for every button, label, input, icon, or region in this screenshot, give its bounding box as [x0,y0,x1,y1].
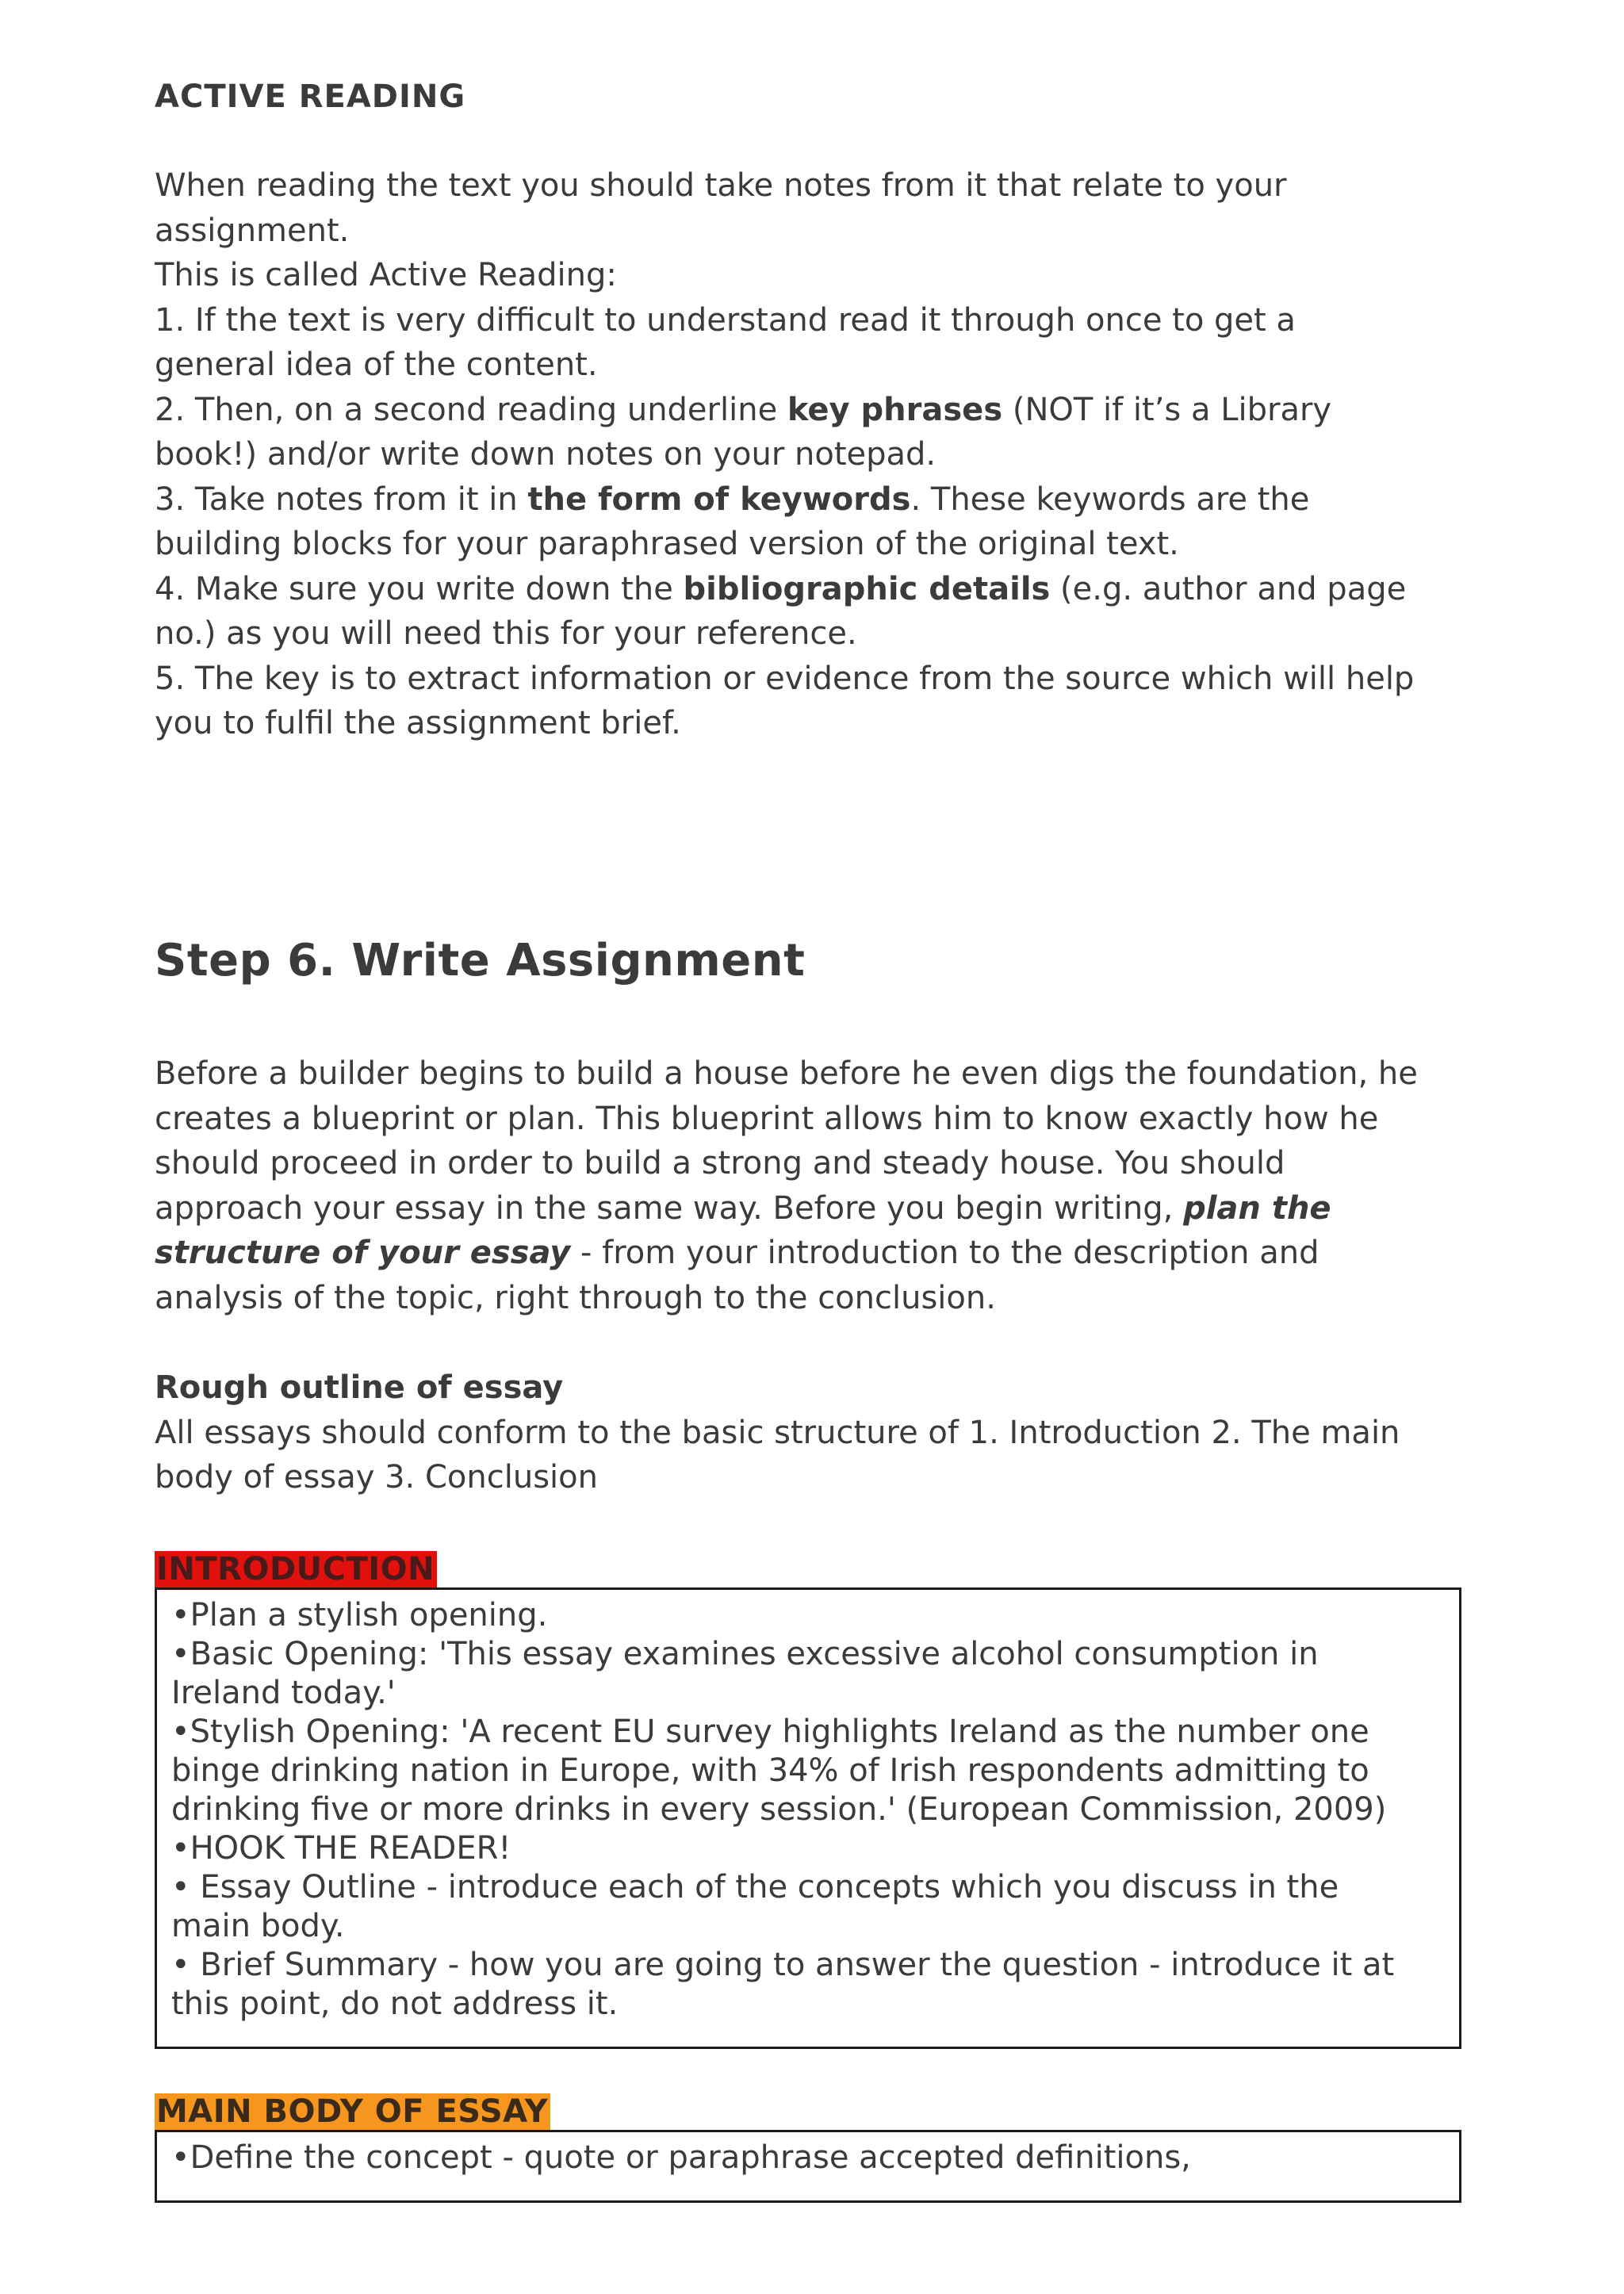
item2-text-after: (NOT if it’s a Library [1002,391,1332,428]
list-item-5-cont: you to fulfil the assignment brief. [155,705,681,741]
list-item: binge drinking nation in Europe, with 34% of Irish respondents admitting to [171,1752,1369,1789]
list-item-4-cont: no.) as you will need this for your reference. [155,615,857,652]
list-item-2-cont: book!) and/or write down notes on your notepad. [155,436,936,473]
list-item-4 [155,567,1463,612]
paragraph-line: Before a builder begins to build a house before he even digs the foundation, he [155,1055,1418,1092]
paragraph-line: should proceed in order to build a strong and steady house. You should [155,1145,1285,1181]
item2-text: 2. Then, on a second reading underline [155,391,787,428]
list-item: •Plan a stylish opening. [171,1597,548,1633]
list-item-5: 5. The key is to extract information or evidence from the source which will help [155,660,1415,697]
list-item: •HOOK THE READER! [171,1830,511,1867]
list-item: • Brief Summary - how you are going to answer the question - introduce it at [171,1947,1395,1983]
builder-paragraph [155,1051,1463,1320]
list-item: main body. [171,1908,345,1944]
active-reading-heading: ACTIVE READING [155,79,466,115]
keywords-emphasis: the form of keywords [527,481,911,518]
active-reading-body [155,163,1463,746]
step-6-title: Step 6. Write Assignment [155,935,806,986]
paragraph-line: assignment. [155,212,350,249]
paragraph-line [155,1231,1463,1276]
list-item: •Basic Opening: 'This essay examines excessive alcohol consumption in [171,1636,1319,1672]
rough-outline-heading [155,1365,1463,1411]
item4-text: 4. Make sure you write down the [155,570,684,607]
list-item-3 [155,477,1463,523]
list-item: Ireland today.' [171,1675,396,1711]
item4-text-after: (e.g. author and page [1050,570,1407,607]
item3-text: 3. Take notes from it in [155,481,528,518]
rough-outline-heading-text: Rough outline of essay [155,1369,564,1406]
list-item-1-cont: general idea of the content. [155,347,598,383]
bibliographic-emphasis: bibliographic details [683,570,1051,607]
builder-text: - from your introduction to the description and [570,1235,1320,1271]
list-item: •Define the concept - quote or paraphrase accepted definitions, [171,2139,1191,2176]
key-phrases-emphasis: key phrases [787,391,1003,428]
item3-text-after: . These keywords are the [910,481,1310,518]
list-item: this point, do not address it. [171,1986,619,2022]
list-item: drinking five or more drinks in every session.' (European Commission, 2009) [171,1791,1387,1828]
paragraph-line: body of essay 3. Conclusion [155,1459,598,1496]
plan-emphasis: plan the [1183,1189,1331,1227]
introduction-box [155,1587,1461,2049]
paragraph-line: When reading the text you should take notes from it that relate to your [155,167,1287,204]
paragraph-line: analysis of the topic, right through to the conclusion. [155,1279,996,1316]
list-item-1: 1. If the text is very difficult to understand read it through once to get a [155,301,1296,339]
list-item: • Essay Outline - introduce each of the concepts which you discuss in the [171,1869,1339,1905]
list-item-3-cont: building blocks for your paraphrased version of the original text. [155,526,1179,562]
builder-text: approach your essay in the same way. Before you begin writing, [155,1189,1184,1227]
list-item-2 [155,388,1463,433]
paragraph-line: All essays should conform to the basic structure of 1. Introduction 2. The main [155,1414,1400,1451]
rough-outline-section [155,1365,1463,1500]
main-body-tag: MAIN BODY OF ESSAY [155,2093,550,2130]
structure-emphasis: structure of your essay [155,1235,571,1271]
list-item: •Stylish Opening: 'A recent EU survey highlights Ireland as the number one [171,1714,1369,1750]
introduction-tag: INTRODUCTION [155,1551,437,1587]
main-body-box [155,2130,1461,2203]
paragraph-line: creates a blueprint or plan. This blueprint allows him to know exactly how he [155,1100,1379,1137]
paragraph-line [155,1186,1463,1231]
paragraph-line: This is called Active Reading: [155,257,617,293]
